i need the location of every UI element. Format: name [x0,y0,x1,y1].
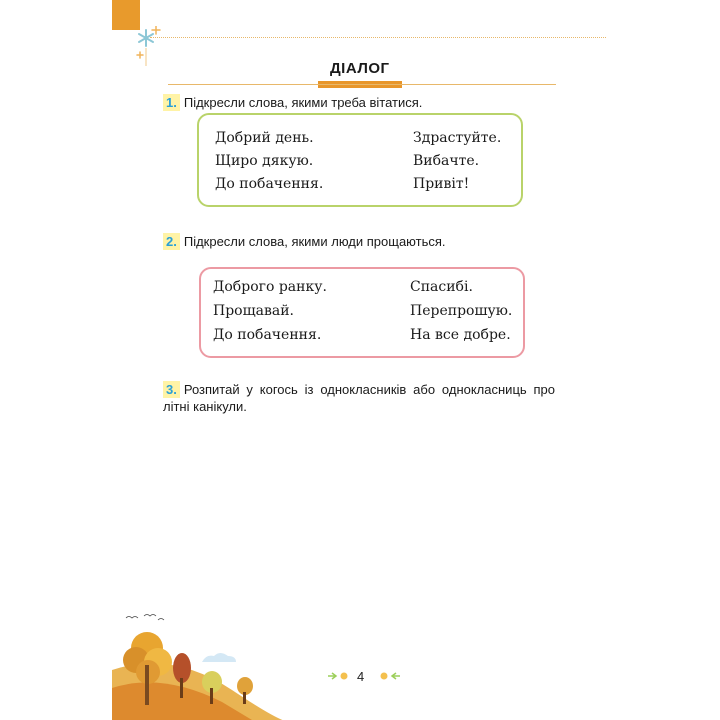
task-number: 2. [163,233,180,250]
autumn-landscape-illustration [112,610,292,720]
title-rule [168,84,556,85]
leaf-icon [378,671,402,681]
word-item[interactable]: Добрий день. [215,130,314,146]
top-dotted-rule [150,37,606,38]
word-box-greetings [197,113,523,207]
word-item[interactable]: До побачення. [215,176,324,192]
task-1 [163,94,422,111]
word-item[interactable]: Перепрошую. [410,303,513,319]
word-item[interactable]: Щиро дякую. [215,153,314,169]
task-number: 1. [163,94,180,111]
page-number: 4 [357,669,365,684]
word-item[interactable]: Спасибі. [410,279,473,295]
word-item[interactable]: Прощавай. [213,303,294,319]
word-item[interactable]: До побачення. [213,327,322,343]
word-item[interactable]: На все добре. [410,327,511,343]
page-title: ДІАЛОГ [330,60,390,77]
task-3 [163,381,555,415]
task-instruction: Підкресли слова, якими люди прощаються. [183,234,446,249]
leaf-icon [326,671,350,681]
word-item[interactable]: Привіт! [413,176,470,192]
task-number: 3. [163,381,180,398]
snowflake-icon [136,26,164,66]
task-instruction: Розпитай у когось із однокласників або однокласниць про літні канікули. [163,382,555,414]
word-item[interactable]: Здрастуйте. [413,130,502,146]
word-item[interactable]: Вибачте. [413,153,480,169]
task-instruction: Підкресли слова, якими треба вітатися. [183,95,423,110]
task-2 [163,233,446,250]
word-item[interactable]: Доброго ранку. [213,279,327,295]
word-box-farewells [199,267,525,358]
